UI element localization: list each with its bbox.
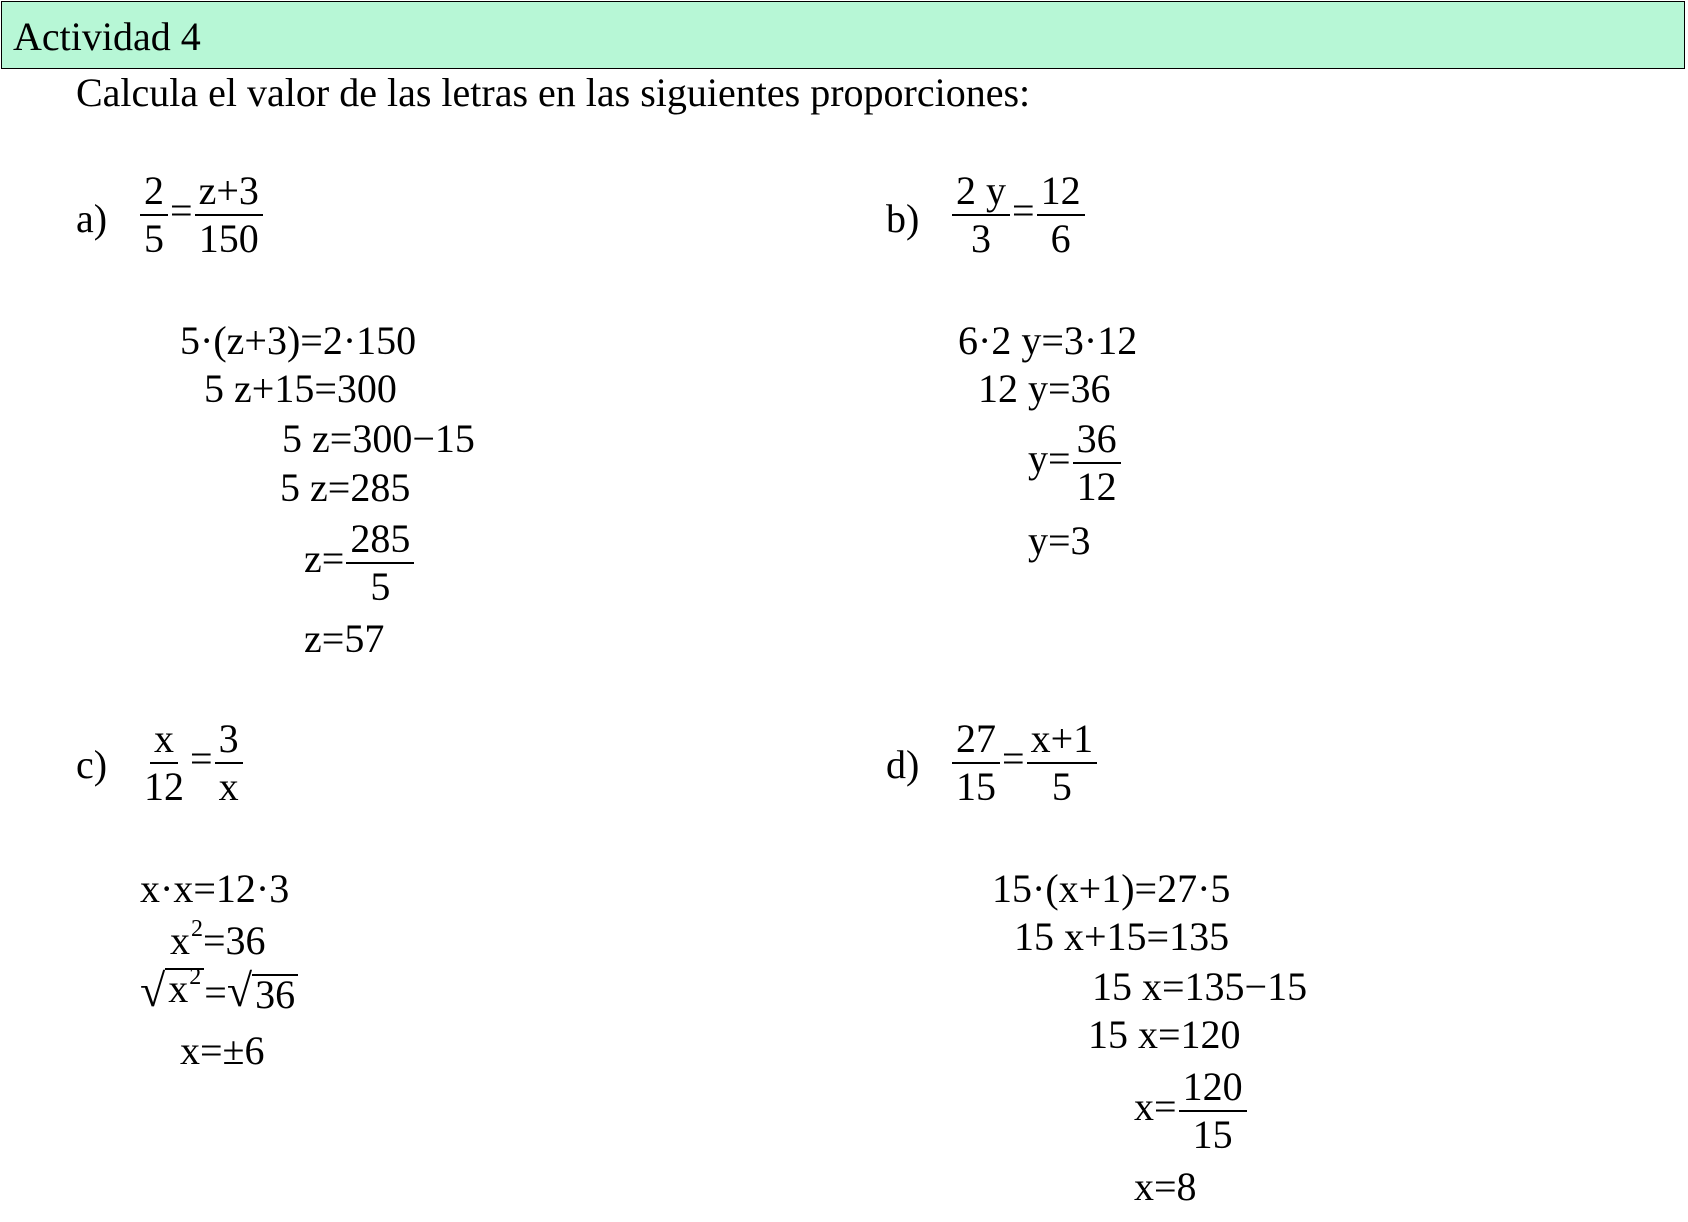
numerator: z+3 [195,168,263,216]
exercise-d-label: d) [886,742,920,787]
exercise-a-step-2: 5 z+15=300 [204,366,397,411]
numerator: x+1 [1027,716,1098,764]
exercise-a-step-6: z=57 [304,616,385,661]
numerator: x [150,716,178,764]
denominator: 15 [1192,1112,1233,1157]
exercise-d-step-4: 15 x=120 [1088,1012,1241,1057]
equals-sign: = [204,970,227,1015]
fraction [1073,416,1121,510]
step-lhs: z= [304,536,345,582]
fraction [1179,1064,1247,1158]
denominator: 5 [1051,764,1072,809]
step-rhs: =36 [203,918,266,963]
denominator: 3 [971,216,991,261]
power-base: x [168,966,189,1011]
exercise-a-step-4: 5 z=285 [280,465,411,510]
numerator: 285 [346,516,414,564]
exercise-b-step-3 [1028,416,1123,510]
numerator: 36 [1073,416,1121,464]
fraction [346,516,414,610]
exercise-b-label: b) [886,196,920,241]
step-lhs: y= [1028,436,1071,482]
exercise-c-step-1: x·x=12·3 [140,866,290,911]
fraction [140,716,188,810]
exponent: 2 [189,964,202,990]
fraction [215,716,243,810]
exercise-b-step-4: y=3 [1028,518,1091,563]
denominator: 12 [1076,464,1117,509]
exercise-d-step-2: 15 x+15=135 [1014,914,1230,959]
denominator: 6 [1050,216,1071,261]
denominator: 5 [144,216,164,261]
exercise-d-problem: $\frac{27}{15}$ = $\frac{x+1}{5}$ [950,716,1099,810]
exercise-b-step-1: 6·2 y=3·12 [958,318,1138,363]
numerator: 3 [215,716,243,764]
step-lhs: x= [1134,1084,1177,1130]
square-root [140,964,204,1016]
numerator: 2 [140,168,168,216]
radical-sign-icon: √ [226,965,253,1016]
exponent: 2 [191,916,203,942]
activity-title: Actividad 4 [13,14,201,59]
exercise-a-label: a) [76,196,108,241]
exercise-a-step-5 [304,516,416,610]
exercise-a-step-1: 5·(z+3)=2·150 [180,318,417,363]
exercise-b-problem: $\frac{2 y}{3}$ = $\frac{12}{6}$ [950,168,1087,262]
numerator: 120 [1179,1064,1247,1112]
exercise-b-step-2: 12 y=36 [978,366,1111,411]
denominator: 12 [144,764,184,809]
numerator: 2 y [952,168,1010,216]
instruction-text: Calcula el valor de las letras en las siguientes proporciones: [76,70,1031,115]
power-base: x [170,918,190,963]
exercise-d-step-1: 15·(x+1)=27·5 [992,866,1231,911]
exercise-a-step-3: 5 z=300−15 [282,416,475,461]
radical-sign-icon: √ [140,965,166,1016]
numerator: 27 [952,716,1000,764]
fraction [140,168,168,262]
fraction [1027,716,1098,810]
denominator: 5 [370,564,391,609]
exercise-d-step-5 [1134,1064,1249,1158]
denominator: 150 [198,216,259,261]
radicand: 36 [252,974,298,1014]
denominator: x [218,764,239,809]
fraction [195,168,263,262]
exercise-c-problem: $\frac{x}{12}$ = $\frac{3}{x}$ [138,716,245,810]
fraction [952,716,1000,810]
fraction [1037,168,1085,262]
exercise-d-step-6: x=8 [1134,1164,1197,1209]
denominator: 15 [956,764,996,809]
fraction [952,168,1010,262]
exercise-c-step-3 [140,964,298,1017]
activity-header [1,1,1685,69]
exercise-c-step-2 [170,918,266,970]
exercise-a-problem: $\frac{2}{5}$ = $\frac{z+3}{150}$ [138,168,265,262]
exercise-c-step-4: x=±6 [180,1028,265,1073]
numerator: 12 [1037,168,1085,216]
square-root [226,965,298,1017]
radicand [165,964,204,1014]
exercise-c-label: c) [76,742,108,787]
exercise-d-step-3: 15 x=135−15 [1092,964,1308,1009]
